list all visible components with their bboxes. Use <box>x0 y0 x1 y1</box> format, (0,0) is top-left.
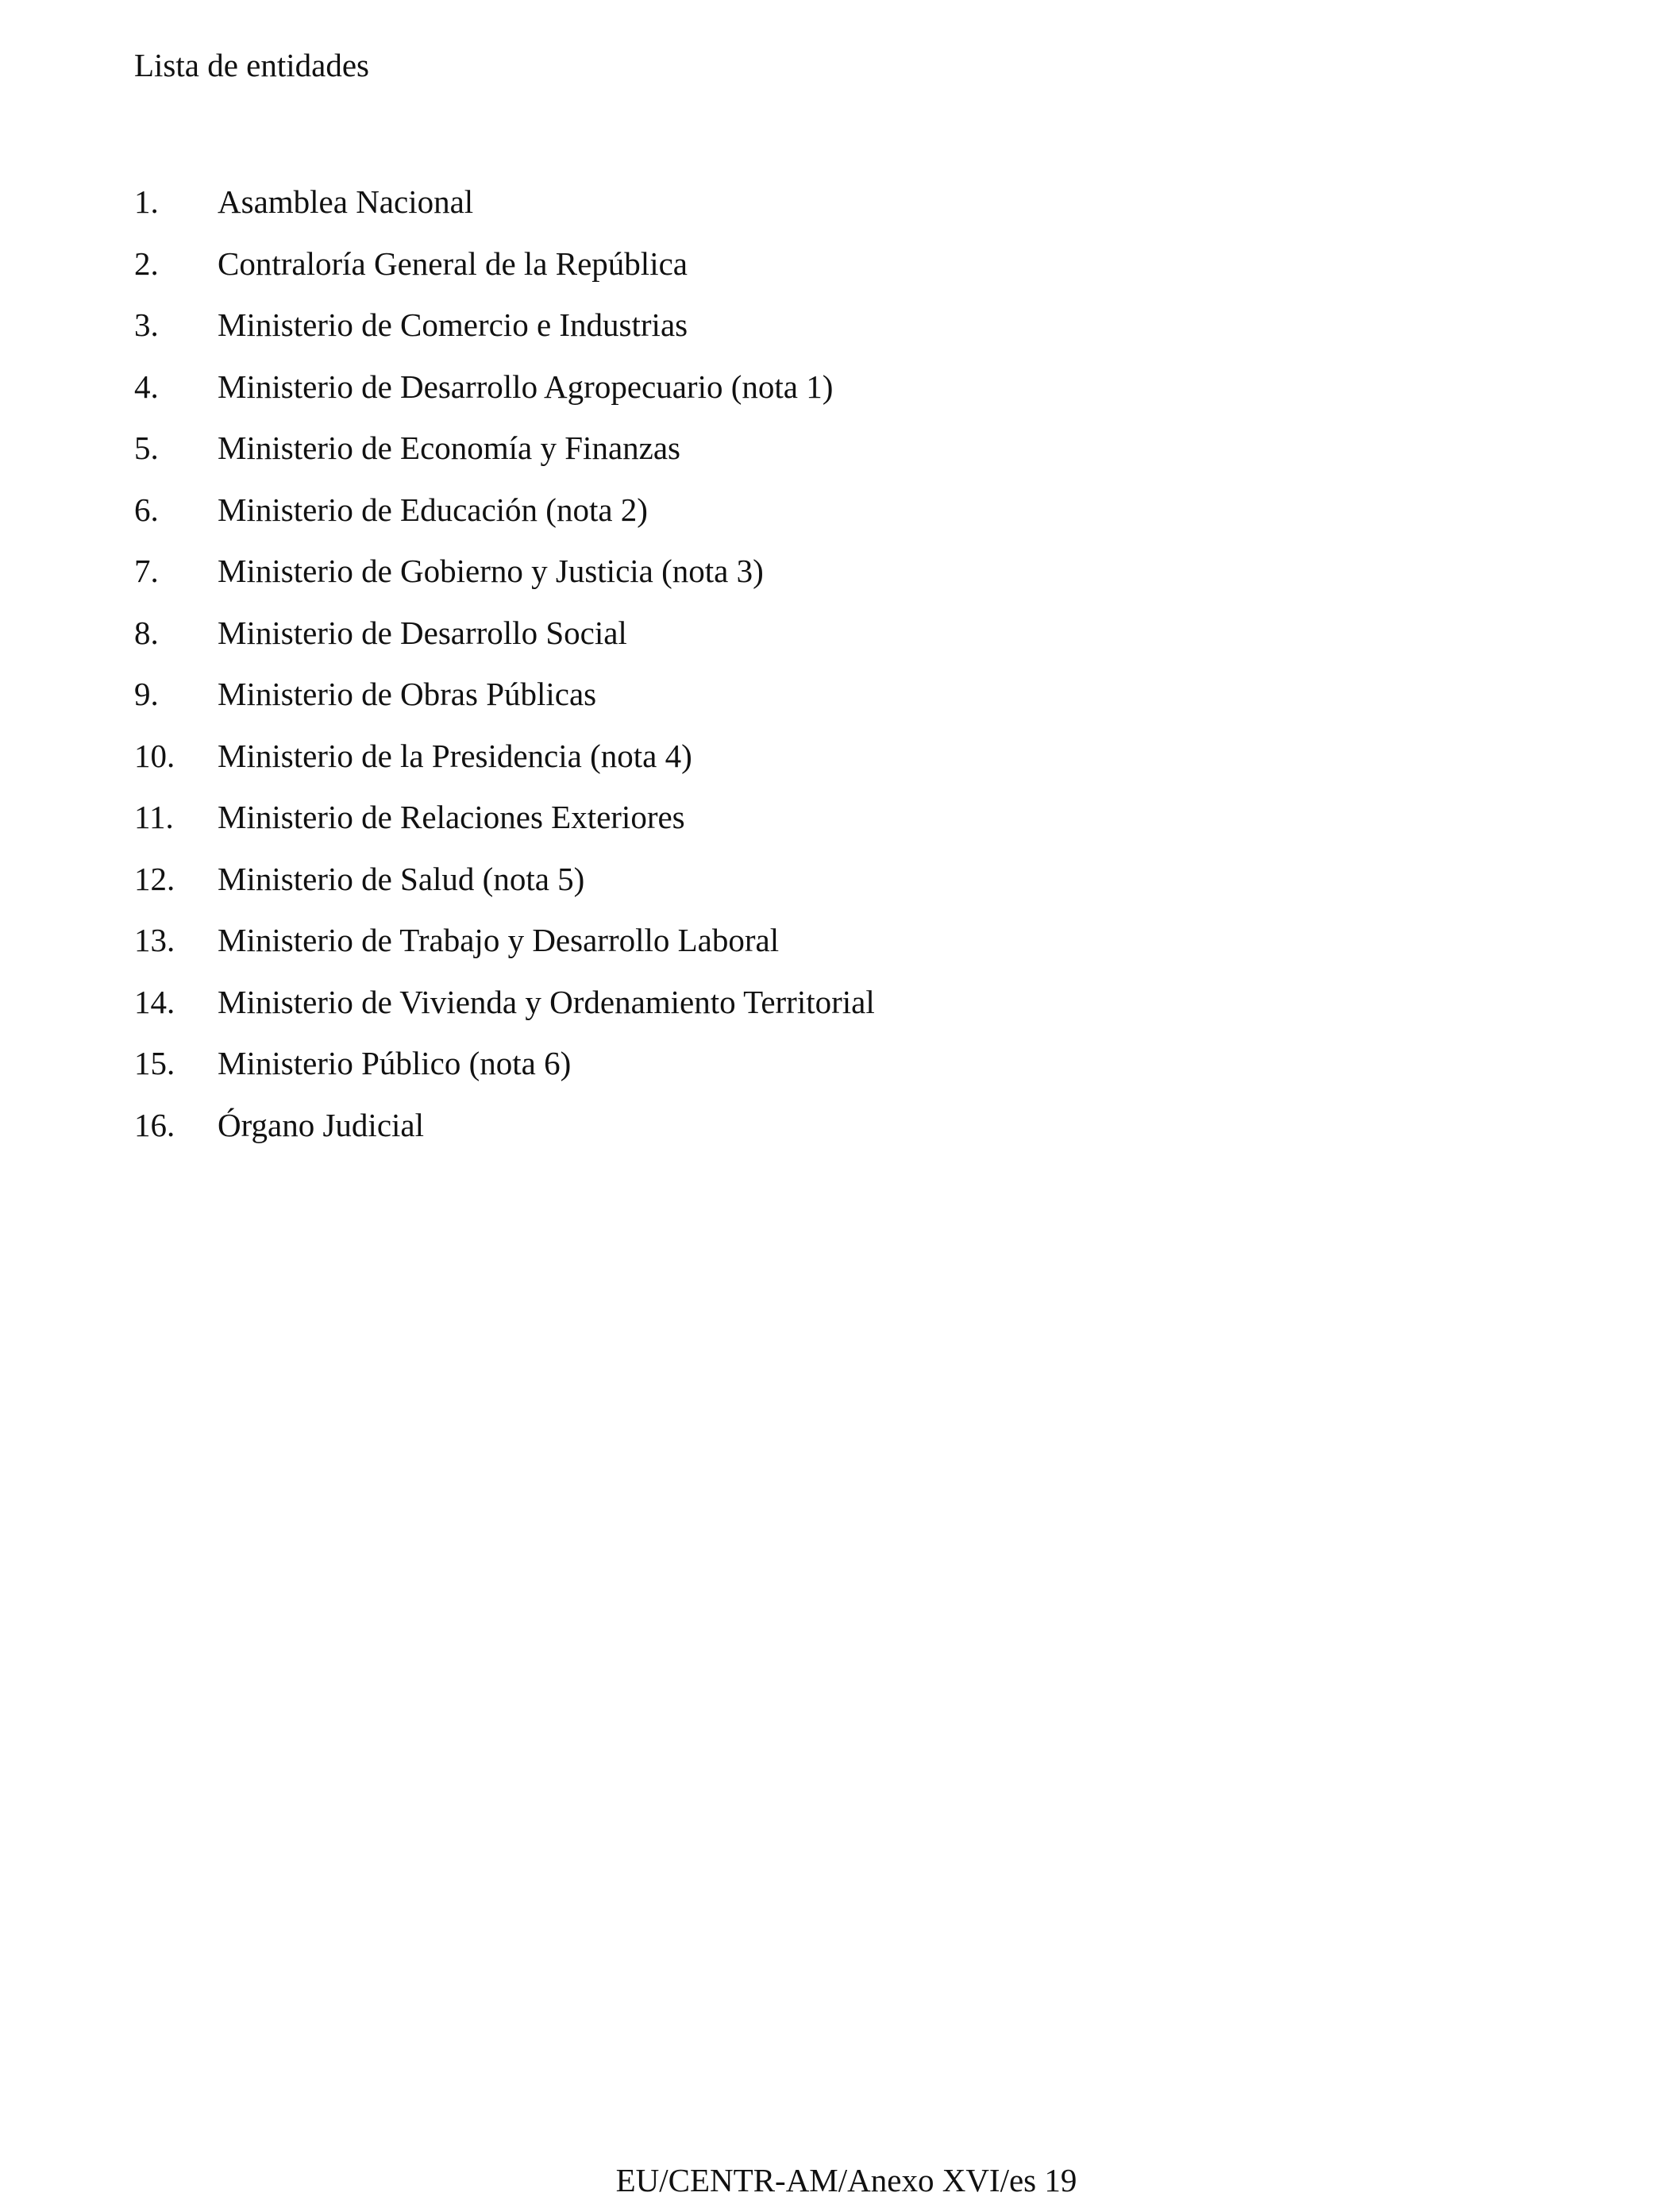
list-item-name: Ministerio de Obras Públicas <box>218 676 597 712</box>
list-item-number: 4. <box>134 368 159 405</box>
list-item-number: 3. <box>134 306 159 343</box>
list-item <box>134 978 875 1040</box>
list-item-name: Asamblea Nacional <box>218 183 474 220</box>
list-item-name: Contraloría General de la República <box>218 245 688 282</box>
list-item-number: 9. <box>134 676 159 712</box>
list-item-name: Ministerio de Desarrollo Social <box>218 614 627 651</box>
list-item-name: Ministerio de Gobierno y Justicia (nota 3) <box>218 553 764 589</box>
list-item <box>134 178 875 240</box>
list-item <box>134 486 875 548</box>
list-item-number: 14. <box>134 983 175 1020</box>
list-item-number: 1. <box>134 183 159 220</box>
list-item-name: Ministerio de Relaciones Exteriores <box>218 799 685 835</box>
list-item-name: Ministerio de Comercio e Industrias <box>218 306 688 343</box>
list-item <box>134 363 875 425</box>
list-item-name: Ministerio de Desarrollo Agropecuario (nota 1) <box>218 368 834 405</box>
list-item <box>134 855 875 917</box>
list-item-number: 8. <box>134 614 159 651</box>
list-item-number: 10. <box>134 737 175 774</box>
list-item <box>134 301 875 363</box>
list-item-name: Órgano Judicial <box>218 1106 424 1143</box>
list-item <box>134 793 875 855</box>
page-footer <box>0 2158 1680 2202</box>
list-item-number: 6. <box>134 491 159 528</box>
list-item-number: 2. <box>134 245 159 282</box>
footer-reference: EU/CENTR-AM/Anexo XVI/es 19 <box>615 2162 1077 2198</box>
list-item-name: Ministerio de Trabajo y Desarrollo Laboral <box>218 922 780 958</box>
list-item-name: Ministerio de Economía y Finanzas <box>218 430 680 466</box>
list-item-name: Ministerio Público (nota 6) <box>218 1045 572 1081</box>
list-item <box>134 424 875 486</box>
list-item-number: 7. <box>134 553 159 589</box>
list-item-name: Ministerio de Educación (nota 2) <box>218 491 648 528</box>
list-item-number: 11. <box>134 799 174 835</box>
list-item <box>134 670 875 732</box>
list-item <box>134 1039 875 1101</box>
list-item <box>134 240 875 302</box>
list-item-name: Ministerio de la Presidencia (nota 4) <box>218 737 692 774</box>
entity-list <box>134 178 875 1162</box>
list-item-number: 12. <box>134 860 175 897</box>
list-item <box>134 732 875 794</box>
list-item-number: 16. <box>134 1106 175 1143</box>
list-item <box>134 916 875 978</box>
list-item-name: Ministerio de Salud (nota 5) <box>218 860 585 897</box>
list-item-number: 5. <box>134 430 159 466</box>
list-item-number: 15. <box>134 1045 175 1081</box>
list-item <box>134 609 875 671</box>
page-title: Lista de entidades <box>134 47 370 83</box>
list-item-name: Ministerio de Vivienda y Ordenamiento Territorial <box>218 983 875 1020</box>
list-item <box>134 547 875 609</box>
list-item <box>134 1101 875 1163</box>
list-item-number: 13. <box>134 922 175 958</box>
